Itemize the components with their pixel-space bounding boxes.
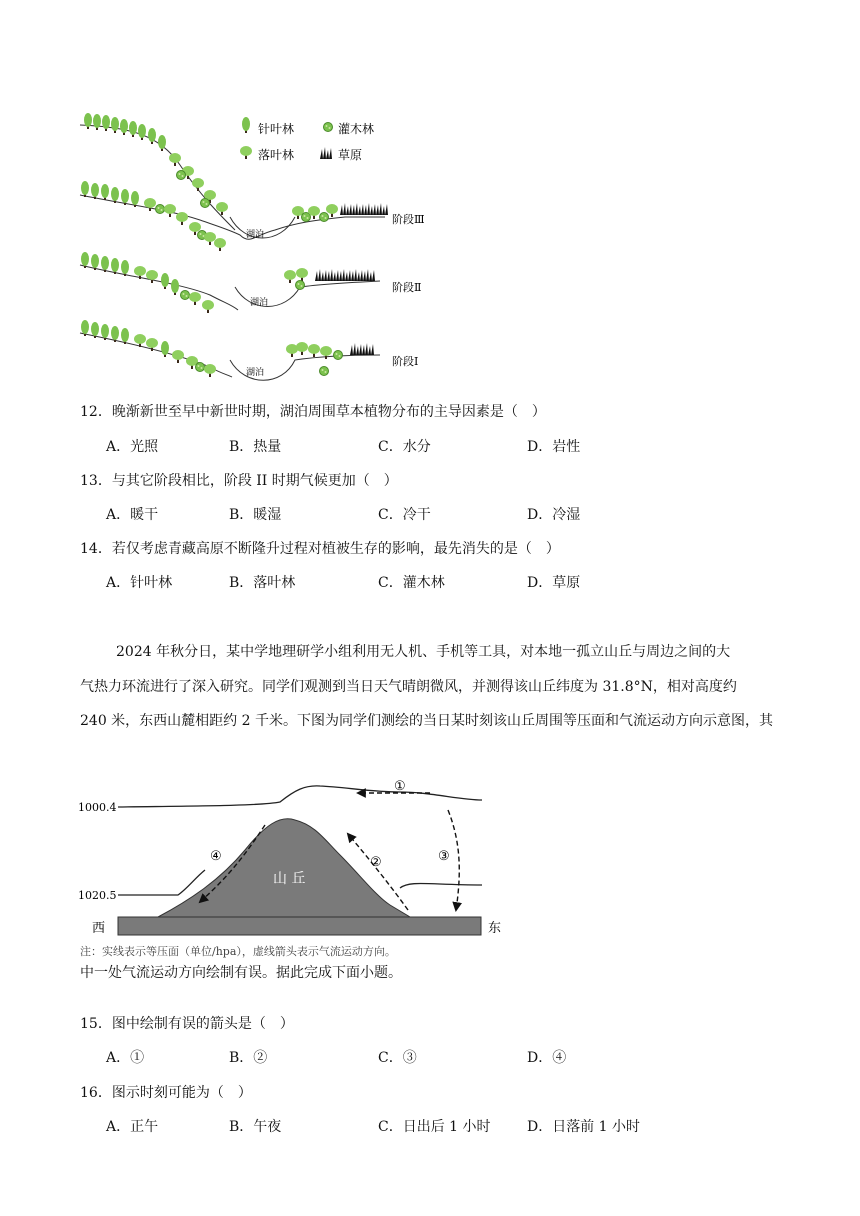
lake-label-stage3: 湖泊 bbox=[246, 230, 265, 240]
question-12: 12．晚渐新世至早中新世时期，湖泊周围草本植物分布的主导因素是（ ） bbox=[80, 404, 546, 420]
q15-option-b: B．② bbox=[229, 1050, 268, 1066]
legend-grass-label: 草原 bbox=[338, 148, 363, 162]
arrow-label-4: ④ bbox=[210, 849, 222, 864]
q16-option-d: D．日落前 1 小时 bbox=[527, 1119, 641, 1135]
lake-label-stage1: 湖泊 bbox=[246, 368, 265, 378]
legend-shrub-icon bbox=[324, 123, 333, 132]
question-16: 16．图示时刻可能为（ ） bbox=[80, 1085, 252, 1101]
q15-option-a: A．① bbox=[106, 1050, 145, 1066]
passage-line-2: 气热力环流进行了深入研究。同学们观测到当日天气晴朗微风，并测得该山丘纬度为 31.8°N，相对高度约 bbox=[80, 679, 737, 695]
east-label: 东 bbox=[488, 921, 502, 936]
legend-conifer-icon bbox=[242, 117, 250, 133]
isobar-1000 bbox=[118, 786, 482, 807]
question-15: 15．图中绘制有误的箭头是（ ） bbox=[80, 1016, 294, 1032]
q14-option-c: C．灌木林 bbox=[378, 575, 445, 591]
slope-stage2 bbox=[80, 265, 238, 310]
arrow-label-2: ② bbox=[370, 855, 382, 870]
q12-option-c: C．水分 bbox=[378, 439, 431, 455]
vegetation-figure bbox=[70, 105, 430, 390]
passage-tail: 中一处气流运动方向绘制有误。据此完成下面小题。 bbox=[80, 965, 402, 981]
q14-option-b: B．落叶林 bbox=[229, 575, 296, 591]
q12-option-b: B．热量 bbox=[229, 439, 282, 455]
vegetation-stage3 bbox=[81, 181, 388, 251]
legend bbox=[240, 117, 374, 162]
question-14: 14．若仅考虑青藏高原不断隆升过程对植被生存的影响，最先消失的是（ ） bbox=[80, 541, 560, 557]
isobar-top-label: 1000.4 bbox=[78, 801, 117, 814]
passage-line-3: 240 米，东西山麓相距约 2 千米。下图为同学们测绘的当日某时刻该山丘周围等压面和气流运动方向示意图，其 bbox=[80, 713, 773, 729]
stage-label-2: 阶段Ⅱ bbox=[392, 281, 422, 294]
q12-option-d: D．岩性 bbox=[527, 439, 581, 455]
hill-label: 山 丘 bbox=[273, 871, 306, 887]
arrow-3 bbox=[448, 810, 459, 910]
legend-shrub-label: 灌木林 bbox=[338, 122, 375, 136]
isobar-bottom-label: 1020.5 bbox=[78, 889, 117, 902]
q13-option-c: C．冷干 bbox=[378, 507, 431, 523]
west-label: 西 bbox=[92, 921, 106, 936]
q12-option-a: A．光照 bbox=[106, 439, 159, 455]
q13-option-a: A．暖干 bbox=[106, 507, 159, 523]
arrow-label-1: ① bbox=[394, 779, 406, 794]
slope-top bbox=[80, 125, 235, 230]
q15-option-d: D．④ bbox=[527, 1050, 567, 1066]
figure-note: 注：实线表示等压面（单位/hpa），虚线箭头表示气流运动方向。 bbox=[80, 945, 396, 958]
q15-option-c: C．③ bbox=[378, 1050, 417, 1066]
q14-option-d: D．草原 bbox=[527, 575, 581, 591]
stage-label-3: 阶段Ⅲ bbox=[392, 213, 425, 226]
question-13: 13．与其它阶段相比，阶段 II 时期气候更加（ ） bbox=[80, 473, 398, 489]
vegetation-stage1 bbox=[81, 320, 374, 377]
circulation-figure bbox=[70, 770, 510, 965]
q16-option-b: B．午夜 bbox=[229, 1119, 282, 1135]
q16-option-a: A．正午 bbox=[106, 1119, 159, 1135]
q13-option-b: B．暖湿 bbox=[229, 507, 282, 523]
q16-option-c: C．日出后 1 小时 bbox=[378, 1119, 491, 1135]
legend-deciduous-label: 落叶林 bbox=[258, 148, 295, 162]
stage-label-1: 阶段Ⅰ bbox=[392, 355, 419, 368]
arrow-label-3: ③ bbox=[438, 849, 450, 864]
legend-grass-icon bbox=[320, 147, 332, 159]
lake-label-stage2: 湖泊 bbox=[250, 298, 269, 308]
legend-conifer-label: 针叶林 bbox=[258, 122, 295, 136]
q14-option-a: A．针叶林 bbox=[106, 575, 173, 591]
passage-line-1: 2024 年秋分日，某中学地理研学小组利用无人机、手机等工具，对本地一孤立山丘与周边之间的大 bbox=[116, 644, 731, 660]
q13-option-d: D．冷湿 bbox=[527, 507, 581, 523]
ground-base bbox=[118, 917, 481, 935]
legend-deciduous-icon bbox=[240, 146, 252, 159]
